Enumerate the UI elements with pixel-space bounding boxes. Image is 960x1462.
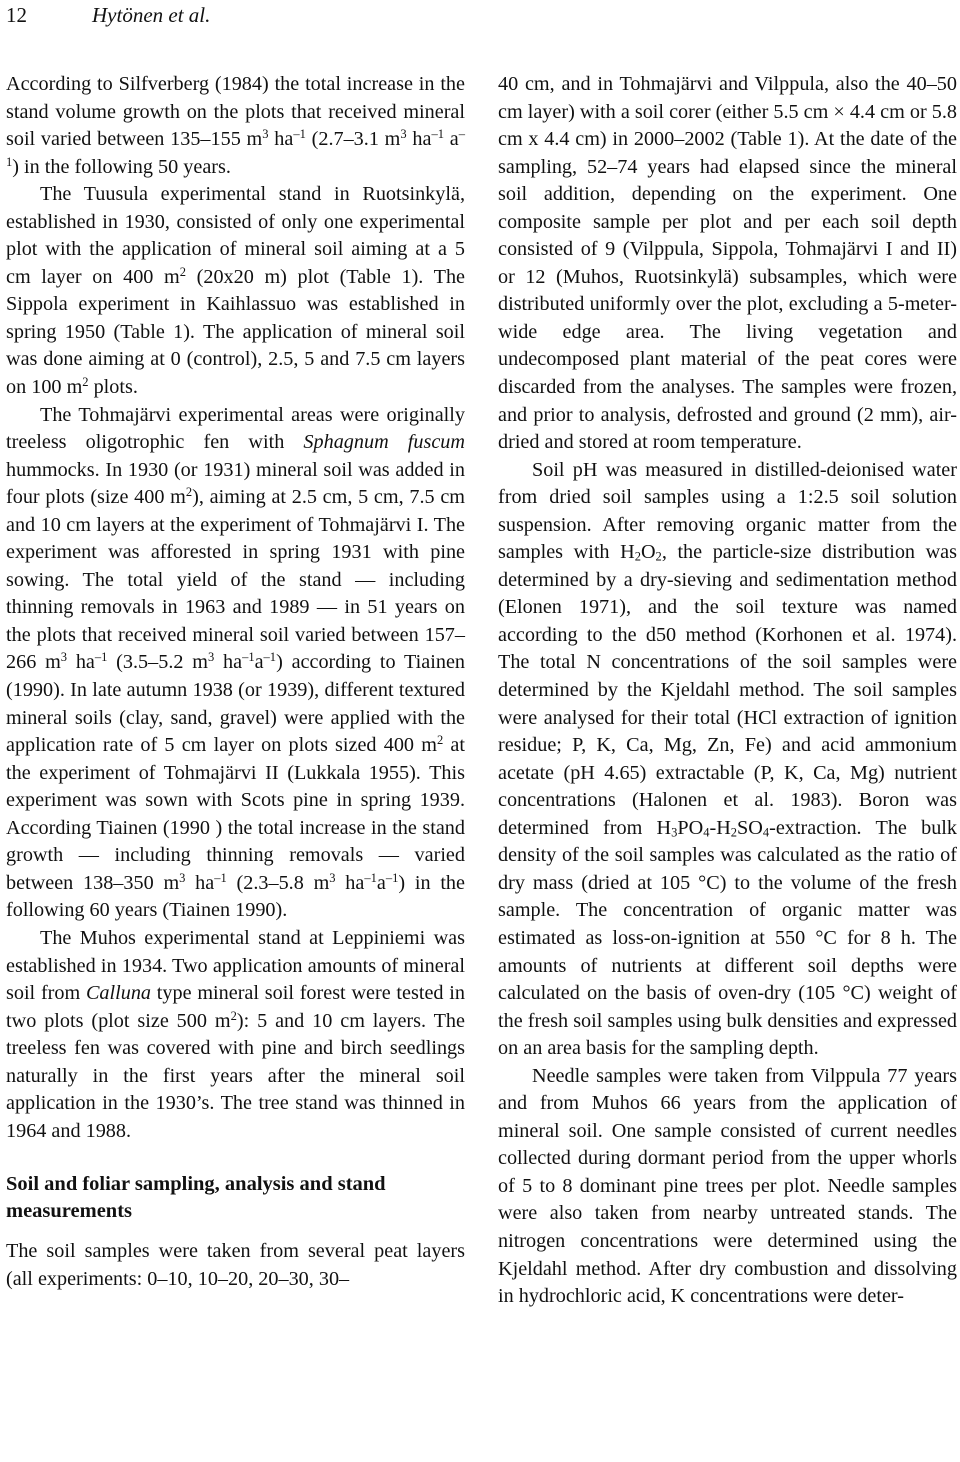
paragraph: The Muhos experimental stand at Leppiniemi was established in 1934. Two application amounts of mineral soil from Calluna type mineral soil forest were tested in two plots (plot size 500 $m^2$): 5 and 10 cm layers. The treeless fen was covered with pine and birch seedlings naturally in the first years after the mineral soil application in the 1930’s. The tree stand was thinned in 1964 and 1988. bbox=[6, 926, 465, 1142]
paragraph: Soil pH was measured in distilled-deionised water from dried soil samples using a 1:2.5 soil solution suspension. After removing organic matter from the samples with $H_2O_2$, the particle-size distribution was determined by a dry-sieving and sedimentation method (Elonen 1971), and the soil texture was named according to the d50 method (Korhonen et al. 1974). The total N concentrations of the soil samples were determined by the Kjeldahl method. The soil samples were analysed for their total (HCl extraction of ignition residue; P, K, Ca, Mg, Zn, Fe) and acid ammonium acetate (pH 4.65) extractable (P, K, Ca, Mg) nutrient concentrations (Halonen et al. 1983). Boron was determined from $H_3PO_4-H_2SO_4$-extraction. The bulk density of the soil samples was calculated as the ratio of dry mass (dried at 105 °C) to the volume of the fresh sample. The concentration of organic matter was estimated as loss-on-ignition at 550 °C for 8 h. The amounts of nutrients at different soil depths were calculated on the basis of oven-dry (105 °C) weight of the fresh soil samples using bulk densities and expressed on an area basis for the sampling depth. bbox=[498, 458, 958, 1060]
paragraph: Needle samples were taken from Vilppula 77 years and from Muhos 66 years from the application of mineral soil. One sample consisted of current needles collected during dormant period from the upper whorls of 5 to 8 dominant pine trees per plot. Needle samples were also taken from nearby untreated stands. The nitrogen concentrations were determined using the Kjeldahl method. After dry combustion and dissolving in hydrochloric acid, K concentrations were deter- bbox=[498, 1064, 957, 1308]
paragraph: The Tuusula experimental stand in Ruotsinkylä, established in 1930, consisted of only one experimental plot with the application of mineral soil aiming at a 5 cm layer on 400 $m^2$ (20x20 m) plot (Table 1). The Sippola experiment in Kaihlassuo was established in spring 1950 (Table 1). The application of mineral soil was done aiming at 0 (control), 2.5, 5 and 7.5 cm layers on 100 $m^2$ plots. bbox=[6, 183, 465, 399]
paragraph: According to Silfverberg (1984) the total increase in the stand volume growth on the plots that received mineral soil varied between 135–155 $m^3$ $ha^{-1}$ (2.7–3.1 $m^3$ $ha^{-1}$ $a^{-1}$) in the following 50 years. bbox=[6, 73, 465, 178]
section-heading: Soil and foliar sampling, analysis and stand measurements bbox=[6, 1173, 386, 1223]
running-head: Hytönen et al. bbox=[92, 3, 211, 27]
paragraph: 40 cm, and in Tohmajärvi and Vilppula, also the 40–50 cm layer) with a soil corer (either 5.5 cm × 4.4 cm or 5.8 cm x 4.4 cm) in 2000–2002 (Table 1). At the date of the sampling, 52–74 years had elapsed since the mineral soil addition, depending on the experiment. One composite sample per plot and per each soil depth consisted of 9 (Vilppula, Sippola, Tohmajärvi I and II) or 12 (Muhos, Ruotsinkylä) subsamples, which were distributed uniformly over the plot, excluding a 5-meter-wide edge area. The living vegetation and undecomposed plant material of the peat cores were discarded from the analyses. The samples were frozen, and prior to analysis, defrosted and ground (2 mm), air-dried and stored at room temperature. bbox=[498, 73, 957, 454]
paragraph: The Tohmajärvi experimental areas were originally treeless oligotrophic fen with Sphagnum fuscum hummocks. In 1930 (or 1931) mineral soil was added in four plots (size 400 $m^2$), aiming at 2.5 cm, 5 cm, 7.5 cm and 10 cm layers at the experiment of Tohmajärvi I. The experiment was afforested in spring 1931 with pine sowing. The total yield of the stand — including thinning removals in 1963 and 1989 — in 51 years on the plots that received mineral soil varied between 157–266 $m^3$ $ha^{-1}$ (3.5–5.2 $m^3$ $ha^{-1}a^{-1}$) according to Tiainen (1990). In late autumn 1938 (or 1939), different textured mineral soils (clay, sand, gravel) were applied with the application rate of 5 cm layer on plots sized 400 $m^2$ at the experiment of Tohmajärvi II (Lukkala 1955). This experiment was sown with Scots pine in spring 1939. According Tiainen (1990 ) the total increase in the stand growth — including thinning removals — varied between 138–350 $m^3$ $ha^{-1}$ (2.3–5.8 $m^3$ $ha^{-1}a^{-1}$) in the following 60 years (Tiainen 1990). bbox=[6, 403, 465, 922]
left-column bbox=[6, 71, 465, 1293]
running-header bbox=[6, 0, 210, 30]
paragraph: The soil samples were taken from several peat layers (all experiments: 0–10, 10–20, 20–30, 30– bbox=[6, 1240, 465, 1290]
right-column bbox=[498, 71, 957, 1311]
page-number: 12 bbox=[6, 3, 27, 27]
